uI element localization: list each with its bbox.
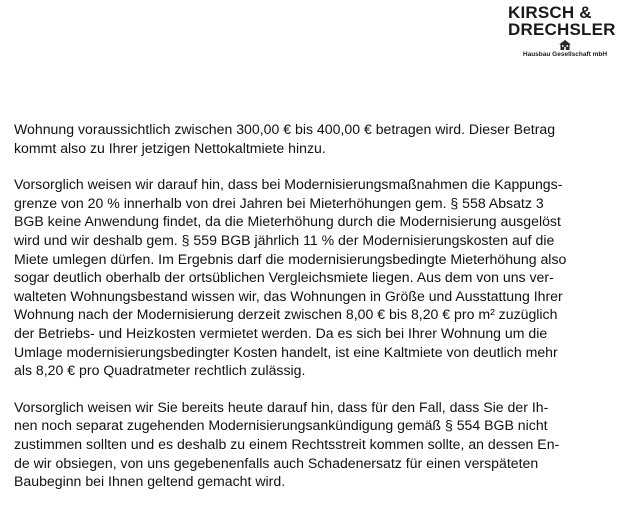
paragraph-rent-increase xyxy=(14,120,620,157)
text-line: sogar deutlich oberhalb der ortsüblichen Vergleichsmiete liegen. Aus dem von uns ver- xyxy=(14,269,554,286)
text-line: Miete umlegen dürfen. Im Ergebnis darf die modernisierungsbedingte Mieterhöhung also xyxy=(14,250,567,267)
company-subtitle: Hausbau Gesellschaft mbH xyxy=(522,51,608,58)
company-name-line-1: KIRSCH & xyxy=(508,3,592,22)
paragraph-damages-notice xyxy=(14,398,620,491)
text-line: BGB keine Anwendung findet, da die Mieterhöhung durch die Modernisierung ausgelöst xyxy=(14,213,561,230)
text-line: Vorsorglich weisen wir Sie bereits heute darauf hin, dass für den Fall, dass Sie der Ih- xyxy=(14,398,549,415)
text-line: der Betriebs- und Heizkosten vermietet werden. Da es sich bei Ihrer Wohnung um die xyxy=(14,324,548,341)
text-line: walteten Wohnungsbestand wissen wir, das Wohnungen in Größe und Ausstattung Ihrer xyxy=(14,287,563,304)
letter-body xyxy=(14,120,620,491)
company-name-line-2: DRECHSLER xyxy=(508,20,616,39)
text-line: Wohnung nach der Modernisierung derzeit zwischen 8,00 € bis 8,20 € pro m² zuzüglich xyxy=(14,306,558,323)
text-line: Wohnung voraussichtlich zwischen 300,00 € bis 400,00 € betragen wird. Dieser Betrag xyxy=(14,121,556,137)
house-icon xyxy=(559,40,571,50)
text-line: grenze von 20 % innerhalb von drei Jahren bei Mieterhöhungen gem. § 558 Absatz 3 xyxy=(14,194,544,211)
text-line: kommt also zu Ihrer jetzigen Nettokaltmiete hinzu. xyxy=(14,139,326,156)
text-line: als 8,20 € pro Quadratmeter rechtlich zulässig. xyxy=(14,362,306,379)
text-line: de wir obsiegen, von uns gegebenenfalls auch Schadenersatz für einen verspäteten xyxy=(14,454,539,471)
text-line: Umlage modernisierungsbedingter Kosten handelt, ist eine Kaltmiete von deutlich mehr xyxy=(14,343,558,360)
text-line: Baubeginn bei Ihnen geltend gemacht wird. xyxy=(14,473,286,490)
text-line: Vorsorglich weisen wir darauf hin, dass bei Modernisierungsmaßnahmen die Kappungs- xyxy=(14,176,563,193)
company-logo xyxy=(508,4,622,59)
text-line: wird und wir deshalb gem. § 559 BGB jährlich 11 % der Modernisierungskosten auf die xyxy=(14,231,555,248)
paragraph-capping-limit xyxy=(14,175,620,380)
text-line: nen noch separat zugehenden Modernisierungsankündigung gemäß § 554 BGB nicht xyxy=(14,417,548,434)
text-line: zustimmen sollten und es deshalb zu einem Rechtsstreit kommen sollte, an dessen En- xyxy=(14,435,560,452)
